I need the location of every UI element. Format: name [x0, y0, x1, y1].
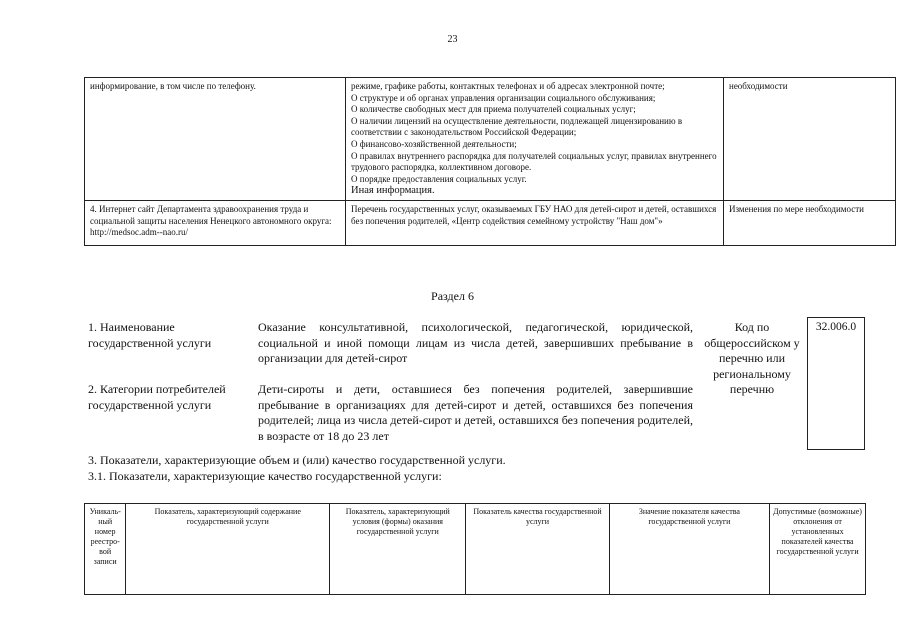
paragraph-3-1: 3.1. Показатели, характеризующие качество государственной услуги: — [88, 469, 442, 483]
table-cell: необходимости — [724, 78, 896, 201]
list-item: О правилах внутреннего распорядка для получателей социальных услуг, правилах внутреннего трудового распорядка, коллективном договоре. — [351, 150, 717, 173]
table-cell: информирование, в том числе по телефону. — [85, 78, 346, 201]
table-cell: Перечень государственных услуг, оказываемых ГБУ НАО для детей-сирот и детей, оставшихся без попечения родителей, «Центр содействия семейному устройству "Наш дом"» — [346, 200, 724, 245]
column-header: Уникаль-ный номер реестро-вой записи — [85, 504, 126, 595]
list-item: О наличии лицензий на осуществление деятельности, подлежащей лицензированию в соответствии с законодательством Российской Федерации; — [351, 115, 683, 138]
column-header: Показатель качества государственной услуги — [466, 504, 609, 595]
column-header: Допустимые (возможные) отклонения от установленных показателей качества государственной услуги — [770, 504, 866, 595]
list-item: Иная информация. — [351, 185, 435, 197]
list-item: О порядке предоставления социальных услуг. — [351, 173, 527, 184]
consumer-category-label: 2. Категории потребителей государственной услуги — [88, 382, 226, 412]
consumer-category-value: Дети-сироты и дети, оставшиеся без попечения родителей, завершившие пребывание в организациях для детей-сирот и детей, оставшихся без попечения родителей; лица из числа детей-сирот и детей, оставшихся без попечения родителей, в возрасте от 18 до 23 лет — [258, 382, 693, 443]
service-name-label: 1. Наименование государственной услуги — [88, 320, 212, 350]
table-header-row — [85, 504, 866, 595]
table-row — [85, 200, 896, 245]
paragraph-3: 3. Показатели, характеризующие объем и (или) качество государственной услуги. — [88, 453, 506, 467]
column-header: Показатель, характеризующий содержание государственной услуги — [126, 504, 330, 595]
list-item: О структуре и об органах управления организации социального обслуживания; — [351, 92, 656, 103]
table-cell: Изменения по мере необходимости — [724, 200, 896, 245]
code-value-box: 32.006.0 — [807, 317, 865, 450]
info-table — [84, 77, 896, 246]
column-header: Значение показателя качества государственной услуги — [609, 504, 769, 595]
list-item: О количестве свободных мест для приема получателей социальных услуг; — [351, 104, 636, 115]
service-name-value: Оказание консультативной, психологической, педагогической, юридической, социальной и иной помощи лицам из числа детей, завершивших пребывание в организации для детей-сирот — [258, 320, 693, 365]
table-cell — [346, 78, 724, 201]
table-cell: 4. Интернет сайт Департамента здравоохранения труда и социальной защиты населения Ненецкого автономного округа: http://medsoc.adm--nao.ru/ — [85, 200, 346, 245]
column-header: Показатель, характеризующий условия (формы) оказания государственной услуги — [330, 504, 466, 595]
section-title: Раздел 6 — [431, 289, 474, 303]
code-label: Код по общероссийском у перечню или региональному перечню — [704, 320, 800, 396]
list-item: режиме, графике работы, контактных телефонах и об адресах электронной почте; — [351, 81, 665, 91]
page-number: 23 — [447, 34, 458, 45]
quality-indicators-table — [84, 503, 866, 595]
table-row — [85, 78, 896, 201]
list-item: О финансово-хозяйственной деятельности; — [351, 138, 517, 149]
